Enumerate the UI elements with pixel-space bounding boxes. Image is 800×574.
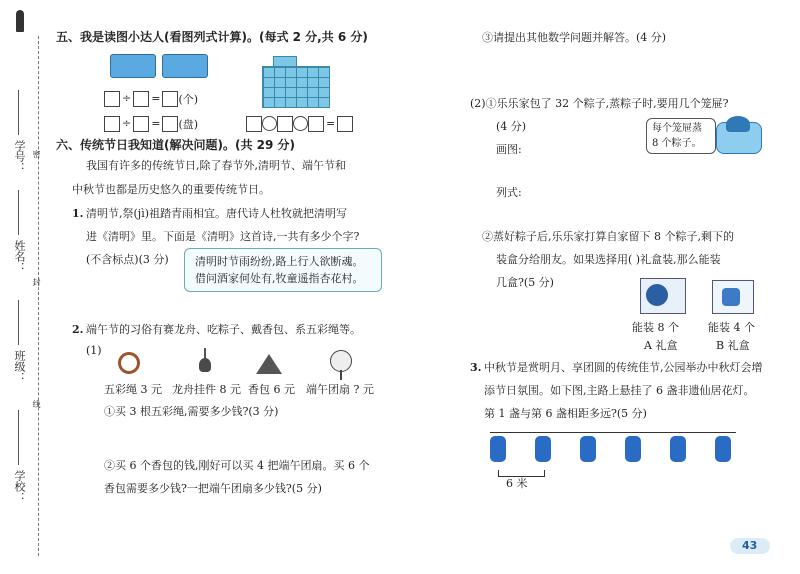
dashed-cut-line [38, 36, 39, 556]
q2-2b-line-3: 几盒?(5 分) [496, 276, 554, 289]
item-label-fan: 端午团扇 ? 元 [306, 383, 374, 396]
unit-ge: (个) [178, 93, 199, 106]
q3-number: 3. [470, 361, 482, 374]
muffin-trays-illustration [110, 54, 210, 78]
poem-line-2: 借问酒家何处有,牧童遥指杏花村。 [195, 272, 364, 285]
lantern-icon [625, 436, 641, 462]
class-line[interactable] [18, 300, 19, 345]
drawing-label: 画图: [496, 143, 522, 156]
steamer-speech-bubble [646, 118, 716, 154]
q2-2b-line-1: ②蒸好粽子后,乐乐家打算自家留下 8 个粽子,剩下的 [482, 230, 734, 243]
q2-2-line-1: (2)①乐乐家包了 32 个粽子,蒸粽子时,要用几个笼屉? [470, 97, 729, 110]
name-label: 姓名： [13, 240, 26, 273]
q1-number: 1. [72, 207, 84, 220]
q-c: ③请提出其他数学问题并解答。(4 分) [482, 31, 667, 44]
distance-label: 6 米 [506, 477, 528, 490]
binding-margin [0, 0, 44, 574]
q2-sub-label: (1) [86, 344, 102, 357]
cut-label-1: 密 [32, 150, 41, 158]
q2-line-1: 端午节的习俗有赛龙舟、吃粽子、戴香包、系五彩绳等。 [86, 323, 361, 336]
answer-box[interactable] [246, 116, 262, 132]
section5-title: 五、我是读图小达人(看图列式计算)。(每式 2 分,共 6 分) [56, 30, 368, 44]
q1-line-3: (不含标点)(3 分) [86, 253, 169, 266]
answer-box[interactable] [104, 116, 120, 132]
box-b-label: B 礼盒 [716, 339, 750, 352]
item-label-pendant: 龙舟挂件 8 元 [172, 383, 241, 396]
lantern-icon [670, 436, 686, 462]
colorful-rope-icon [118, 352, 140, 374]
equation-division-trays: ÷ = (盘) [104, 113, 198, 132]
gift-box-b-icon [712, 274, 752, 312]
answer-box[interactable] [308, 116, 324, 132]
student-number-line[interactable] [18, 90, 19, 135]
q3-line-2: 添节日氛围。如下图,主路上悬挂了 6 盏非遗仙居花灯。 [484, 384, 755, 397]
page-number-badge [730, 538, 770, 554]
block-grid-illustration [262, 56, 328, 106]
equation-division-count: ÷ = (个) [104, 88, 198, 107]
bubble-line-2: 8 个粽子。 [652, 138, 702, 149]
name-line[interactable] [18, 190, 19, 235]
q1-line-2: 进《清明》里。下面是《清明》这首诗,一共有多少个字? [86, 230, 360, 243]
q2-a: ①买 3 根五彩绳,需要多少钱?(3 分) [104, 405, 279, 418]
answer-box[interactable] [133, 116, 149, 132]
intro-line-1: 我国有许多的传统节日,除了春节外,清明节、端午节和 [86, 159, 346, 172]
q3-line-1: 中秋节是赏明月、享团圆的传统佳节,公园举办中秋灯会增 [484, 361, 763, 374]
answer-box[interactable] [162, 116, 178, 132]
answer-box[interactable] [162, 91, 178, 107]
section6-title: 六、传统节日我知道(解决问题)。(共 29 分) [56, 138, 295, 152]
lantern-icon [490, 436, 506, 462]
box-b-capacity: 能装 4 个 [708, 321, 755, 334]
bubble-line-1: 每个笼屉蒸 [652, 123, 702, 134]
school-line[interactable] [18, 410, 19, 465]
unit-pan: (盘) [178, 118, 199, 131]
gift-box-a-icon [640, 272, 684, 312]
answer-box[interactable] [277, 116, 293, 132]
q2-b-line-1: ②买 6 个香包的钱,刚好可以买 4 把端午团扇。买 6 个 [104, 459, 370, 472]
answer-box[interactable] [337, 116, 353, 132]
class-label: 班级： [13, 350, 26, 383]
box-a-capacity: 能装 8 个 [632, 321, 679, 334]
box-a-label: A 礼盒 [644, 339, 678, 352]
formula-label: 列式: [496, 186, 522, 199]
answer-box[interactable] [104, 91, 120, 107]
poem-line-1: 清明时节雨纷纷,路上行人欲断魂。 [195, 255, 364, 268]
intro-line-2: 中秋节也都是历史悠久的重要传统节日。 [72, 183, 270, 196]
page-number: 43 [742, 539, 758, 552]
lantern-icon [535, 436, 551, 462]
round-fan-icon [330, 350, 352, 380]
q2-2b-line-2: 装盒分给朋友。如果选择用( )礼盒装,那么能装 [496, 253, 721, 266]
lantern-rope [490, 432, 736, 433]
school-label: 学校： [13, 470, 26, 503]
answer-box[interactable] [133, 91, 149, 107]
dragon-boat-pendant-icon [198, 348, 212, 378]
q1-line-1: 清明节,祭(jì)祖踏青雨相宜。唐代诗人杜牧就把清明写 [86, 207, 348, 220]
cut-label-2: 封 [32, 278, 41, 286]
lantern-icon [715, 436, 731, 462]
operator-circle[interactable] [262, 116, 277, 131]
q3-line-3: 第 1 盏与第 6 盏相距多远?(5 分) [484, 407, 647, 420]
q2-b-line-2: 香包需要多少钱?一把端午团扇多少钱?(5 分) [104, 482, 322, 495]
steamer-icon [716, 116, 760, 154]
student-number-label: 学号： [13, 140, 26, 173]
q2-number: 2. [72, 323, 84, 336]
lantern-icon [580, 436, 596, 462]
operator-circle[interactable] [293, 116, 308, 131]
rocket-icon [16, 10, 24, 32]
poem-box [184, 248, 382, 292]
item-label-sachet: 香包 6 元 [248, 383, 295, 396]
equation-mixed: = [246, 113, 353, 132]
sachet-icon [256, 354, 282, 374]
q2-2-line-2: (4 分) [496, 120, 527, 133]
item-label-rope: 五彩绳 3 元 [104, 383, 162, 396]
cut-label-3: 线 [32, 400, 41, 408]
